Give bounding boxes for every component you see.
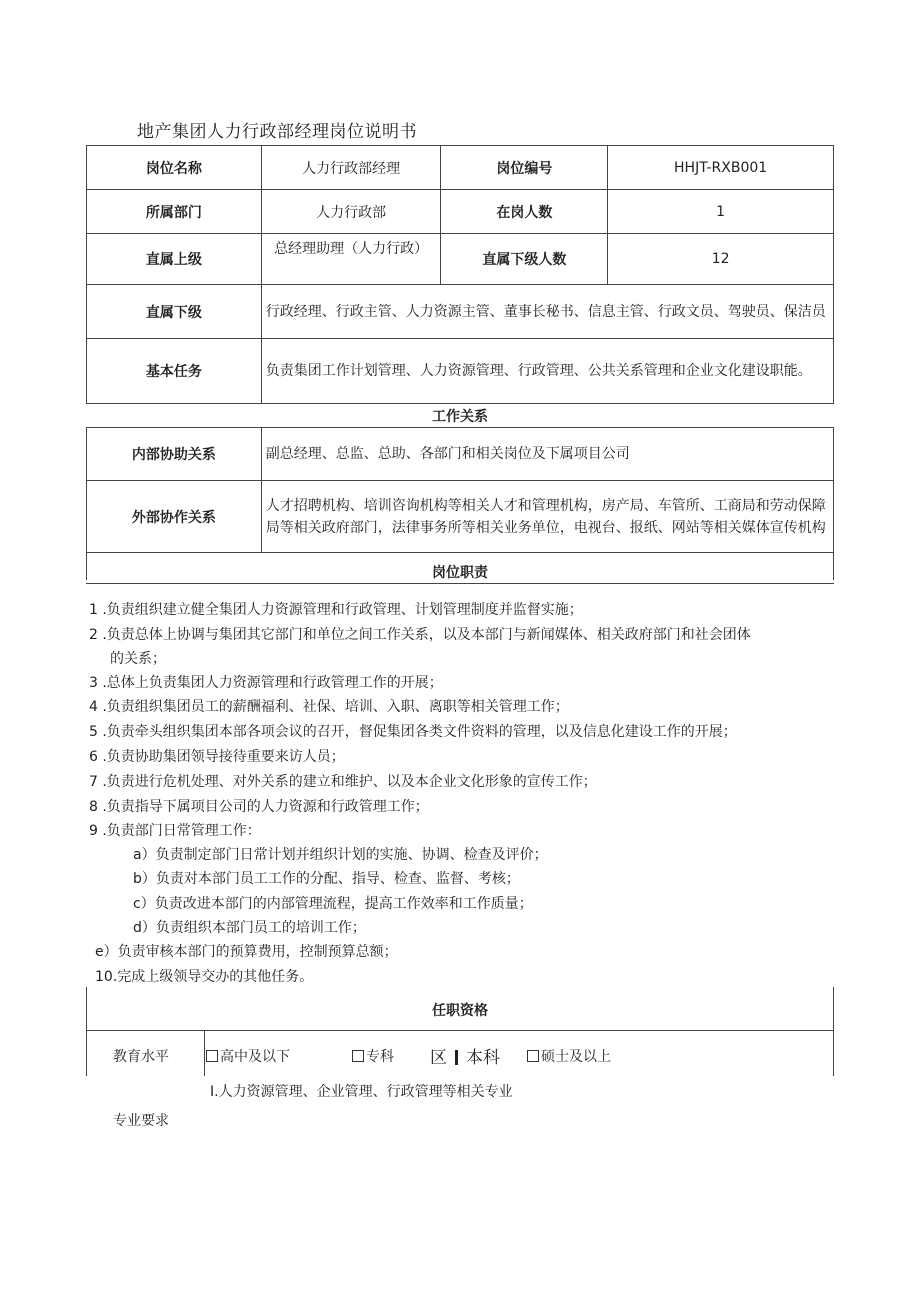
- position-code-value: HHJT-RXB001: [608, 146, 834, 190]
- external-relations-label: 外部协作关系: [87, 481, 262, 553]
- basic-task-label: 基本任务: [87, 339, 262, 404]
- subordinate-count-label: 直属下级人数: [441, 234, 608, 285]
- internal-relations-label: 内部协助关系: [87, 428, 262, 481]
- checked-mark-icon: 区: [430, 1048, 447, 1068]
- checkbox-icon: [352, 1050, 364, 1062]
- direct-superior-value: 总经理助理（人力行政）: [261, 234, 441, 285]
- edu-option-college[interactable]: 专科: [352, 1046, 394, 1066]
- duty-item-9e: e）负责审核本部门的预算费用，控制预算总额；: [95, 944, 398, 960]
- major-value: I.人力资源管理、企业管理、行政管理等相关专业: [210, 1084, 513, 1100]
- table-row: [87, 234, 834, 285]
- page-title: 地产集团人力行政部经理岗位说明书: [137, 122, 417, 142]
- table-row: [87, 190, 834, 234]
- edu-option-bachelor[interactable]: 区 本科: [430, 1048, 500, 1068]
- direct-subordinates-value: 行政经理、行政主管、人力资源主管、董事长秘书、信息主管、行政文员、驾驶员、保洁员: [261, 285, 833, 339]
- edu-col-divider: [204, 1030, 205, 1076]
- qualifications-heading: 任职资格: [432, 1003, 488, 1019]
- duty-item-9b: b）负责对本部门员工工作的分配、指导、检查、监督、考核；: [133, 871, 520, 887]
- table-row: [87, 339, 834, 404]
- duty-item-6: 6 .负责协助集团领导接待重要来访人员；: [89, 749, 345, 765]
- position-name-label: 岗位名称: [87, 146, 262, 190]
- duty-item-10: 10.完成上级领导交办的其他任务。: [95, 969, 314, 985]
- department-label: 所属部门: [87, 190, 262, 234]
- duty-item-4: 4 .负责组织集团员工的薪酬福利、社保、培训、入职、离职等相关管理工作；: [89, 699, 569, 715]
- duty-item-2-cont: 的关系；: [110, 651, 166, 667]
- duty-item-5: 5 .负责牵头组织集团本部各项会议的召开，督促集团各类文件资料的管理，以及信息化建设工作的开展；: [89, 724, 737, 740]
- basic-task-value: 负责集团工作计划管理、人力资源管理、行政管理、公共关系管理和企业文化建设职能。: [261, 339, 833, 404]
- education-label: 教育水平: [113, 1049, 169, 1065]
- qual-divider: [86, 1030, 834, 1031]
- duties-heading: 岗位职责: [432, 565, 488, 581]
- duty-item-8: 8 .负责指导下属项目公司的人力资源和行政管理工作；: [89, 799, 429, 815]
- duty-item-9: 9 .负责部门日常管理工作：: [89, 823, 261, 839]
- table-row: [87, 146, 834, 190]
- duty-item-3: 3 .总体上负责集团人力资源管理和行政管理工作的开展；: [89, 675, 443, 691]
- external-relations-value: 人才招聘机构、培训咨询机构等相关人才和管理机构，房产局、车管所、工商局和劳动保障局等相关政府部门，法律事务所等相关业务单位，电视台、报纸、网站等相关媒体宣传机构: [261, 481, 833, 553]
- edu-option-master[interactable]: 硕士及以上: [527, 1046, 611, 1066]
- edu-option-highschool[interactable]: 高中及以下: [206, 1046, 290, 1066]
- table-row: [87, 285, 834, 339]
- position-name-value: 人力行政部经理: [261, 146, 441, 190]
- direct-superior-label: 直属上级: [87, 234, 262, 285]
- duty-item-9a: a）负责制定部门日常计划并组织计划的实施、协调、检查及评价；: [133, 847, 548, 863]
- cursor-bar-icon: [455, 1050, 458, 1065]
- duty-item-9c: c）负责改进本部门的内部管理流程，提高工作效率和工作质量；: [133, 896, 533, 912]
- duty-item-9d: d）负责组织本部门员工的培训工作；: [133, 920, 366, 936]
- subordinate-count-value: 12: [608, 234, 834, 285]
- table-row: [87, 428, 834, 481]
- duties-divider: [86, 583, 834, 584]
- duty-item-1: 1 .负责组织建立健全集团人力资源管理和行政管理、计划管理制度并监督实施；: [89, 602, 583, 618]
- checkbox-icon: [527, 1050, 539, 1062]
- basic-info-table: [86, 145, 834, 404]
- work-relations-table: [86, 427, 834, 553]
- checkbox-icon: [206, 1050, 218, 1062]
- major-label: 专业要求: [113, 1113, 169, 1129]
- headcount-label: 在岗人数: [441, 190, 608, 234]
- duty-item-2: 2 .负责总体上协调与集团其它部门和单位之间工作关系，以及本部门与新闻媒体、相关政府部门和社会团体: [89, 627, 751, 643]
- direct-subordinates-label: 直属下级: [87, 285, 262, 339]
- headcount-value: 1: [608, 190, 834, 234]
- department-value: 人力行政部: [261, 190, 441, 234]
- duty-item-7: 7 .负责进行危机处理、对外关系的建立和维护、以及本企业文化形象的宣传工作；: [89, 774, 597, 790]
- position-code-label: 岗位编号: [441, 146, 608, 190]
- work-relations-heading: 工作关系: [432, 409, 488, 425]
- table-row: [87, 481, 834, 553]
- internal-relations-value: 副总经理、总监、总助、各部门和相关岗位及下属项目公司: [261, 428, 833, 481]
